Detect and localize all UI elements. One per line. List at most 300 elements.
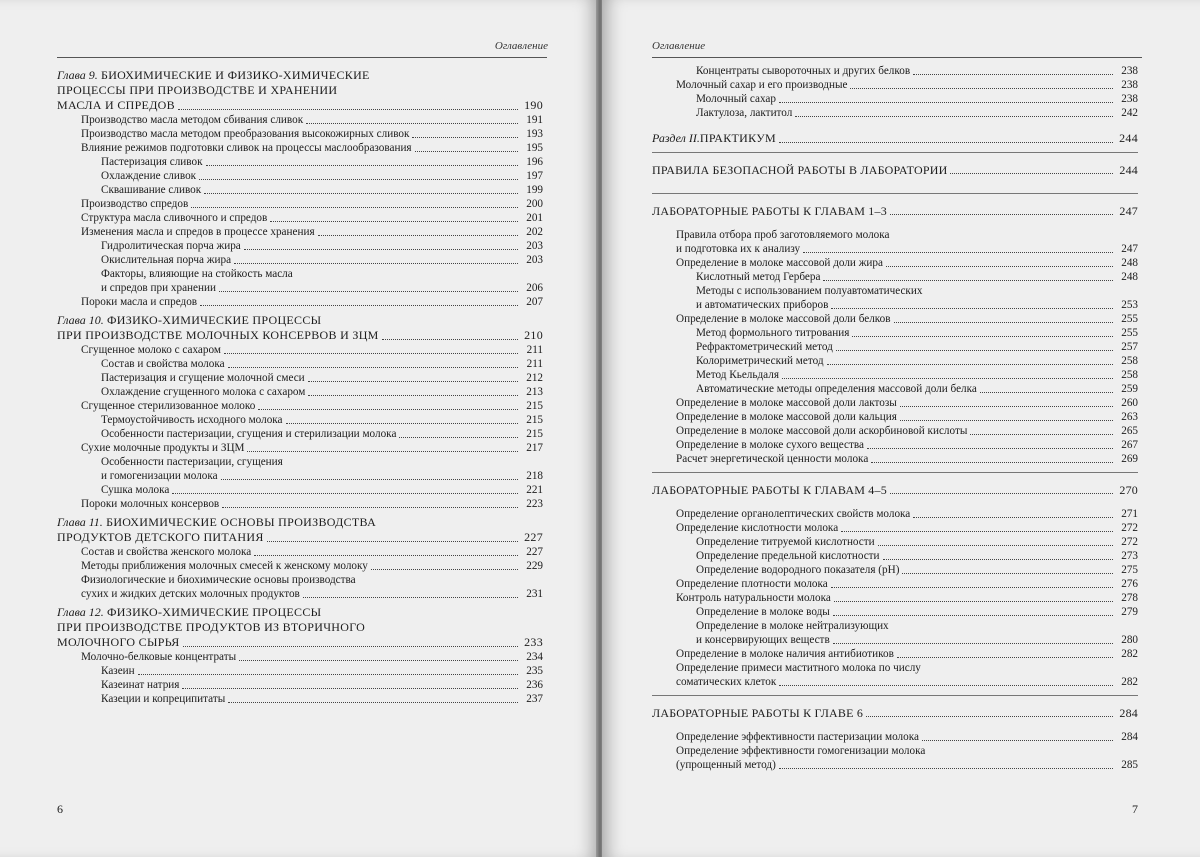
page-ref: 282: [1121, 676, 1138, 688]
leader-dots: [247, 451, 518, 452]
entry-title: Определение в молоке сухого вещества: [676, 439, 864, 451]
page-ref: 217: [526, 442, 543, 454]
leader-dots: [902, 573, 1113, 574]
toc-chapter: [57, 605, 543, 650]
leader-dots: [306, 123, 518, 124]
page-number: 7: [1132, 802, 1138, 816]
page-ref: 280: [1121, 634, 1138, 646]
toc-entry: [57, 692, 543, 706]
page-ref: 218: [526, 470, 543, 482]
entry-line: [57, 635, 543, 650]
entry-line: [101, 413, 543, 427]
entry-line: [676, 577, 1138, 591]
entry-line: [696, 106, 1138, 120]
leader-dots: [871, 462, 1113, 463]
toc-entry: [57, 211, 543, 225]
chapter-label: Глава 9.: [57, 68, 98, 82]
page-ref: 211: [526, 358, 543, 370]
entry-line: [81, 587, 543, 601]
toc-entry: [652, 368, 1138, 382]
entry-line: [676, 424, 1138, 438]
entry-line: [81, 497, 543, 511]
page-ref: 236: [526, 679, 543, 691]
leader-dots: [221, 479, 518, 480]
page-ref: 197: [526, 170, 543, 182]
entry-title: Колориметрический метод: [696, 355, 824, 367]
entry-title: Казеинат натрия: [101, 679, 180, 691]
leader-dots: [900, 406, 1113, 407]
entry-line: [676, 521, 1138, 535]
entry-title: Определение в молоке массовой доли белков: [676, 313, 891, 325]
entry-line: [101, 427, 543, 441]
entry-title: Сгущенное молоко с сахаром: [81, 344, 221, 356]
leader-dots: [228, 367, 518, 368]
toc-entry: [652, 661, 1138, 689]
entry-title: ПРАВИЛА БЕЗОПАСНОЙ РАБОТЫ В ЛАБОРАТОРИИ: [652, 163, 948, 177]
toc-entry: [57, 497, 543, 511]
entry-line: [676, 647, 1138, 661]
leader-dots: [286, 423, 518, 424]
entry-title: Определение плотности молока: [676, 578, 828, 590]
entry-title: Определение в молоке нейтрализующих: [696, 620, 889, 632]
toc-entry: [652, 78, 1138, 92]
leader-dots: [219, 291, 518, 292]
page-ref: 237: [526, 693, 543, 705]
page-ref: 203: [526, 240, 543, 252]
page-ref: 269: [1121, 453, 1138, 465]
entry-line: [81, 295, 543, 309]
entry-title: Концентраты сывороточных и других белков: [696, 65, 911, 77]
page-ref: 271: [1121, 508, 1138, 520]
entry-title: Состав и свойства женского молока: [81, 546, 252, 558]
entry-title: (упрощенный метод): [676, 759, 776, 771]
toc-entry: [57, 413, 543, 427]
entry-title: Производство масла методом преобразования высокожирных сливок: [81, 128, 410, 140]
right-page: [602, 0, 1200, 857]
toc-entry: [57, 385, 543, 399]
leader-dots: [850, 88, 1113, 89]
entry-title: Влияние режимов подготовки сливок на процессы маслообразования: [81, 142, 412, 154]
entry-line: [101, 455, 543, 469]
page-ref: 238: [1121, 79, 1138, 91]
page-ref: 270: [1119, 483, 1138, 497]
entry-title: Молочный сахар и его производные: [676, 79, 848, 91]
entry-title: Особенности пастеризации, сгущения: [101, 456, 283, 468]
entry-title: и подготовка их к анализу: [676, 243, 801, 255]
entry-title: Охлаждение сгущенного молока с сахаром: [101, 386, 306, 398]
toc-section: [652, 706, 1138, 720]
entry-line: [696, 92, 1138, 106]
entry-title: ПРОЦЕССЫ ПРИ ПРОИЗВОДСТВЕ И ХРАНЕНИИ: [57, 83, 338, 97]
toc-entry: [57, 678, 543, 692]
entry-title: и консервирующих веществ: [696, 634, 830, 646]
toc-entry: [652, 340, 1138, 354]
leader-dots: [833, 615, 1113, 616]
entry-line: [101, 371, 543, 385]
entry-line: [81, 127, 543, 141]
leader-dots: [183, 646, 518, 647]
leader-dots: [779, 685, 1113, 686]
entry-line: [696, 64, 1138, 78]
entry-line: [676, 758, 1138, 772]
entry-line: [101, 483, 543, 497]
leader-dots: [894, 322, 1113, 323]
toc-entry: [57, 545, 543, 559]
entry-title: Кислотный метод Гербера: [696, 271, 821, 283]
page-ref: 206: [526, 282, 543, 294]
entry-line: [57, 313, 543, 328]
page-ref: 272: [1121, 536, 1138, 548]
toc-entry: [57, 141, 543, 155]
entry-line: [676, 507, 1138, 521]
entry-title: Рефрактометрический метод: [696, 341, 833, 353]
toc-entry: [652, 106, 1138, 120]
entry-title: ФИЗИКО-ХИМИЧЕСКИЕ ПРОЦЕССЫ: [107, 605, 322, 619]
leader-dots: [200, 305, 518, 306]
toc-entry: [57, 559, 543, 573]
toc-part: [652, 132, 1138, 146]
entry-title: ФИЗИКО-ХИМИЧЕСКИЕ ПРОЦЕССЫ: [107, 313, 322, 327]
toc-entry: [652, 591, 1138, 605]
leader-dots: [782, 378, 1113, 379]
toc-section: [652, 163, 1138, 177]
entry-title: ПРИ ПРОИЗВОДСТВЕ ПРОДУКТОВ ИЗ ВТОРИЧНОГО: [57, 620, 366, 634]
toc-entry: [57, 573, 543, 601]
leader-dots: [890, 214, 1113, 215]
entry-line: [652, 163, 1138, 177]
leader-dots: [913, 517, 1113, 518]
leader-dots: [900, 420, 1113, 421]
page-ref: 223: [526, 498, 543, 510]
entry-title: Молочный сахар: [696, 93, 776, 105]
entry-line: [81, 573, 543, 587]
leader-dots: [199, 179, 518, 180]
toc-section: [652, 483, 1138, 497]
entry-line: [81, 197, 543, 211]
entry-title: МАСЛА И СПРЕДОВ: [57, 98, 175, 112]
toc-entry: [57, 371, 543, 385]
leader-dots: [318, 235, 518, 236]
leader-dots: [836, 350, 1113, 351]
leader-dots: [883, 559, 1113, 560]
entry-line: [676, 744, 1138, 758]
page-ref: 284: [1119, 706, 1138, 720]
leader-dots: [970, 434, 1113, 435]
leader-dots: [823, 280, 1113, 281]
leader-dots: [399, 437, 518, 438]
entry-line: [57, 68, 543, 83]
section-divider: [652, 472, 1138, 473]
toc-entry: [57, 427, 543, 441]
page-ref: 207: [526, 296, 543, 308]
entry-title: Пастеризация сливок: [101, 156, 203, 168]
toc-entry: [57, 650, 543, 664]
section-divider: [652, 152, 1138, 153]
entry-line: [81, 399, 543, 413]
page-ref: 259: [1121, 383, 1138, 395]
toc-entry: [57, 455, 543, 483]
toc-entry: [652, 619, 1138, 647]
toc-entry: [652, 410, 1138, 424]
spacer: [652, 183, 1138, 187]
entry-title: Сквашивание сливок: [101, 184, 202, 196]
page-ref: 195: [526, 142, 543, 154]
leader-dots: [878, 545, 1113, 546]
entry-title: ЛАБОРАТОРНЫЕ РАБОТЫ К ГЛАВАМ 4–5: [652, 483, 887, 497]
toc-entry: [57, 295, 543, 309]
entry-line: [57, 620, 543, 635]
page-ref: 215: [526, 414, 543, 426]
entry-line: [101, 239, 543, 253]
toc-entry: [652, 452, 1138, 466]
entry-line: [696, 549, 1138, 563]
entry-line: [696, 354, 1138, 368]
entry-line: [696, 382, 1138, 396]
toc-entry: [652, 256, 1138, 270]
entry-title: и спредов при хранении: [101, 282, 216, 294]
entry-line: [676, 228, 1138, 242]
chapter-label: Раздел II.: [652, 131, 700, 145]
page-ref: 247: [1121, 243, 1138, 255]
entry-title: Охлаждение сливок: [101, 170, 197, 182]
leader-dots: [897, 657, 1113, 658]
page-ref: 255: [1121, 313, 1138, 325]
entry-line: [696, 563, 1138, 577]
page-ref: 278: [1121, 592, 1138, 604]
leader-dots: [239, 660, 518, 661]
toc-entry: [57, 183, 543, 197]
toc-entry: [652, 92, 1138, 106]
leader-dots: [415, 151, 518, 152]
entry-title: Методы с использованием полуавтоматических: [696, 285, 923, 297]
entry-title: соматических клеток: [676, 676, 777, 688]
entry-title: и автоматических приборов: [696, 299, 829, 311]
leader-dots: [224, 353, 518, 354]
page-ref: 258: [1121, 355, 1138, 367]
page-ref: 190: [524, 98, 543, 112]
page-ref: 248: [1121, 257, 1138, 269]
leader-dots: [234, 263, 518, 264]
page-ref: 199: [526, 184, 543, 196]
page-ref: 242: [1121, 107, 1138, 119]
leader-dots: [852, 336, 1113, 337]
page-ref: 227: [526, 546, 543, 558]
toc-entry: [652, 424, 1138, 438]
entry-line: [696, 535, 1138, 549]
entry-line: [57, 328, 543, 343]
toc-entry: [57, 399, 543, 413]
page-ref: 215: [526, 428, 543, 440]
toc-entry: [57, 197, 543, 211]
entry-line: [696, 326, 1138, 340]
entry-line: [101, 385, 543, 399]
page-ref: 200: [526, 198, 543, 210]
page-ref: 260: [1121, 397, 1138, 409]
entry-line: [101, 692, 543, 706]
entry-title: Метод Кьельдаля: [696, 369, 779, 381]
entry-line: [101, 469, 543, 483]
entry-title: Определение в молоке наличия антибиотиков: [676, 648, 894, 660]
entry-title: Физиологические и биохимические основы производства: [81, 574, 356, 586]
header-rule: [652, 57, 1142, 58]
entry-title: Особенности пастеризации, сгущения и стерилизации молока: [101, 428, 397, 440]
entry-title: Определение титруемой кислотности: [696, 536, 875, 548]
toc-entry: [652, 605, 1138, 619]
leader-dots: [922, 740, 1113, 741]
page-ref: 275: [1121, 564, 1138, 576]
leader-dots: [267, 541, 518, 542]
page-ref: 193: [526, 128, 543, 140]
entry-line: [676, 396, 1138, 410]
leader-dots: [371, 569, 518, 570]
toc-entry: [57, 267, 543, 295]
entry-line: [676, 675, 1138, 689]
entry-line: [81, 211, 543, 225]
toc-entry: [652, 744, 1138, 772]
leader-dots: [833, 643, 1113, 644]
leader-dots: [803, 252, 1113, 253]
toc-entry: [57, 357, 543, 371]
toc-entry: [652, 270, 1138, 284]
leader-dots: [191, 207, 518, 208]
page-ref: 282: [1121, 648, 1138, 660]
entry-title: Определение органолептических свойств молока: [676, 508, 911, 520]
entry-line: [101, 253, 543, 267]
entry-title: Определение примеси маститного молока по числу: [676, 662, 921, 674]
leader-dots: [867, 448, 1113, 449]
page-number: 6: [57, 802, 63, 816]
page-ref: 202: [526, 226, 543, 238]
entry-title: Контроль натуральности молока: [676, 592, 831, 604]
entry-line: [57, 98, 543, 113]
page-ref: 244: [1119, 163, 1138, 177]
toc-entry: [652, 535, 1138, 549]
page-ref: 253: [1121, 299, 1138, 311]
entry-line: [81, 343, 543, 357]
page-ref: 258: [1121, 369, 1138, 381]
page-ref: 210: [524, 328, 543, 342]
page-ref: 248: [1121, 271, 1138, 283]
entry-line: [101, 155, 543, 169]
entry-title: Пастеризация и сгущение молочной смеси: [101, 372, 305, 384]
entry-title: БИОХИМИЧЕСКИЕ ОСНОВЫ ПРОИЗВОДСТВА: [106, 515, 377, 529]
toc-entry: [652, 730, 1138, 744]
entry-line: [81, 141, 543, 155]
entry-line: [57, 515, 543, 530]
entry-line: [101, 678, 543, 692]
toc-entry: [652, 326, 1138, 340]
entry-line: [81, 113, 543, 127]
page-ref: 234: [526, 651, 543, 663]
toc-entry: [57, 343, 543, 357]
left-page: [0, 0, 598, 857]
page-ref: 255: [1121, 327, 1138, 339]
page-ref: 213: [526, 386, 543, 398]
entry-line: [696, 633, 1138, 647]
page-ref: 285: [1121, 759, 1138, 771]
chapter-label: Глава 12.: [57, 605, 104, 619]
toc-entry: [57, 155, 543, 169]
entry-title: Молочно-белковые концентраты: [81, 651, 237, 663]
entry-title: Факторы, влияющие на стойкость масла: [101, 268, 293, 280]
entry-line: [57, 83, 543, 98]
leader-dots: [779, 768, 1113, 769]
entry-title: Лактулоза, лактитол: [696, 107, 793, 119]
entry-line: [676, 242, 1138, 256]
leader-dots: [412, 137, 518, 138]
entry-title: МОЛОЧНОГО СЫРЬЯ: [57, 635, 180, 649]
page-ref: 203: [526, 254, 543, 266]
toc-entry: [652, 354, 1138, 368]
page-ref: 196: [526, 156, 543, 168]
entry-line: [676, 730, 1138, 744]
page-ref: 247: [1119, 204, 1138, 218]
leader-dots: [206, 165, 518, 166]
leader-dots: [178, 109, 518, 110]
entry-title: Структура масла сливочного и спредов: [81, 212, 268, 224]
toc-entry: [652, 284, 1138, 312]
leader-dots: [382, 339, 518, 340]
toc-entry: [652, 507, 1138, 521]
entry-line: [676, 438, 1138, 452]
leader-dots: [779, 142, 1113, 143]
table-of-contents: [652, 64, 1138, 772]
toc-entry: [57, 113, 543, 127]
entry-title: Состав и свойства молока: [101, 358, 225, 370]
page-ref: 257: [1121, 341, 1138, 353]
toc-entry: [652, 312, 1138, 326]
toc-chapter: [57, 68, 543, 113]
leader-dots: [834, 601, 1113, 602]
leader-dots: [866, 716, 1113, 717]
toc-entry: [57, 169, 543, 183]
leader-dots: [841, 531, 1113, 532]
page-ref: 284: [1121, 731, 1138, 743]
leader-dots: [308, 395, 518, 396]
entry-line: [652, 706, 1138, 720]
entry-title: Пороки молочных консервов: [81, 498, 220, 510]
leader-dots: [172, 493, 518, 494]
entry-title: Определение в молоке воды: [696, 606, 830, 618]
table-of-contents: [57, 64, 543, 706]
entry-title: Пороки масла и спредов: [81, 296, 198, 308]
chapter-label: Глава 10.: [57, 313, 104, 327]
leader-dots: [244, 249, 518, 250]
entry-title: сухих и жидких детских молочных продуктов: [81, 588, 300, 600]
header-rule: [57, 57, 547, 58]
leader-dots: [258, 409, 518, 410]
entry-title: Определение предельной кислотности: [696, 550, 880, 562]
leader-dots: [222, 507, 518, 508]
leader-dots: [254, 555, 518, 556]
entry-title: Расчет энергетической ценности молока: [676, 453, 869, 465]
entry-line: [57, 605, 543, 620]
page-ref: 276: [1121, 578, 1138, 590]
page-ref: 238: [1121, 93, 1138, 105]
entry-title: Сгущенное стерилизованное молоко: [81, 400, 256, 412]
leader-dots: [182, 688, 518, 689]
leader-dots: [831, 587, 1113, 588]
toc-entry: [652, 549, 1138, 563]
page-ref: 244: [1119, 131, 1138, 145]
entry-line: [81, 650, 543, 664]
entry-title: Определение в молоке массовой доли жира: [676, 257, 883, 269]
toc-entry: [652, 438, 1138, 452]
leader-dots: [270, 221, 518, 222]
entry-title: Термоустойчивость исходного молока: [101, 414, 283, 426]
leader-dots: [827, 364, 1113, 365]
toc-section: [652, 204, 1138, 218]
